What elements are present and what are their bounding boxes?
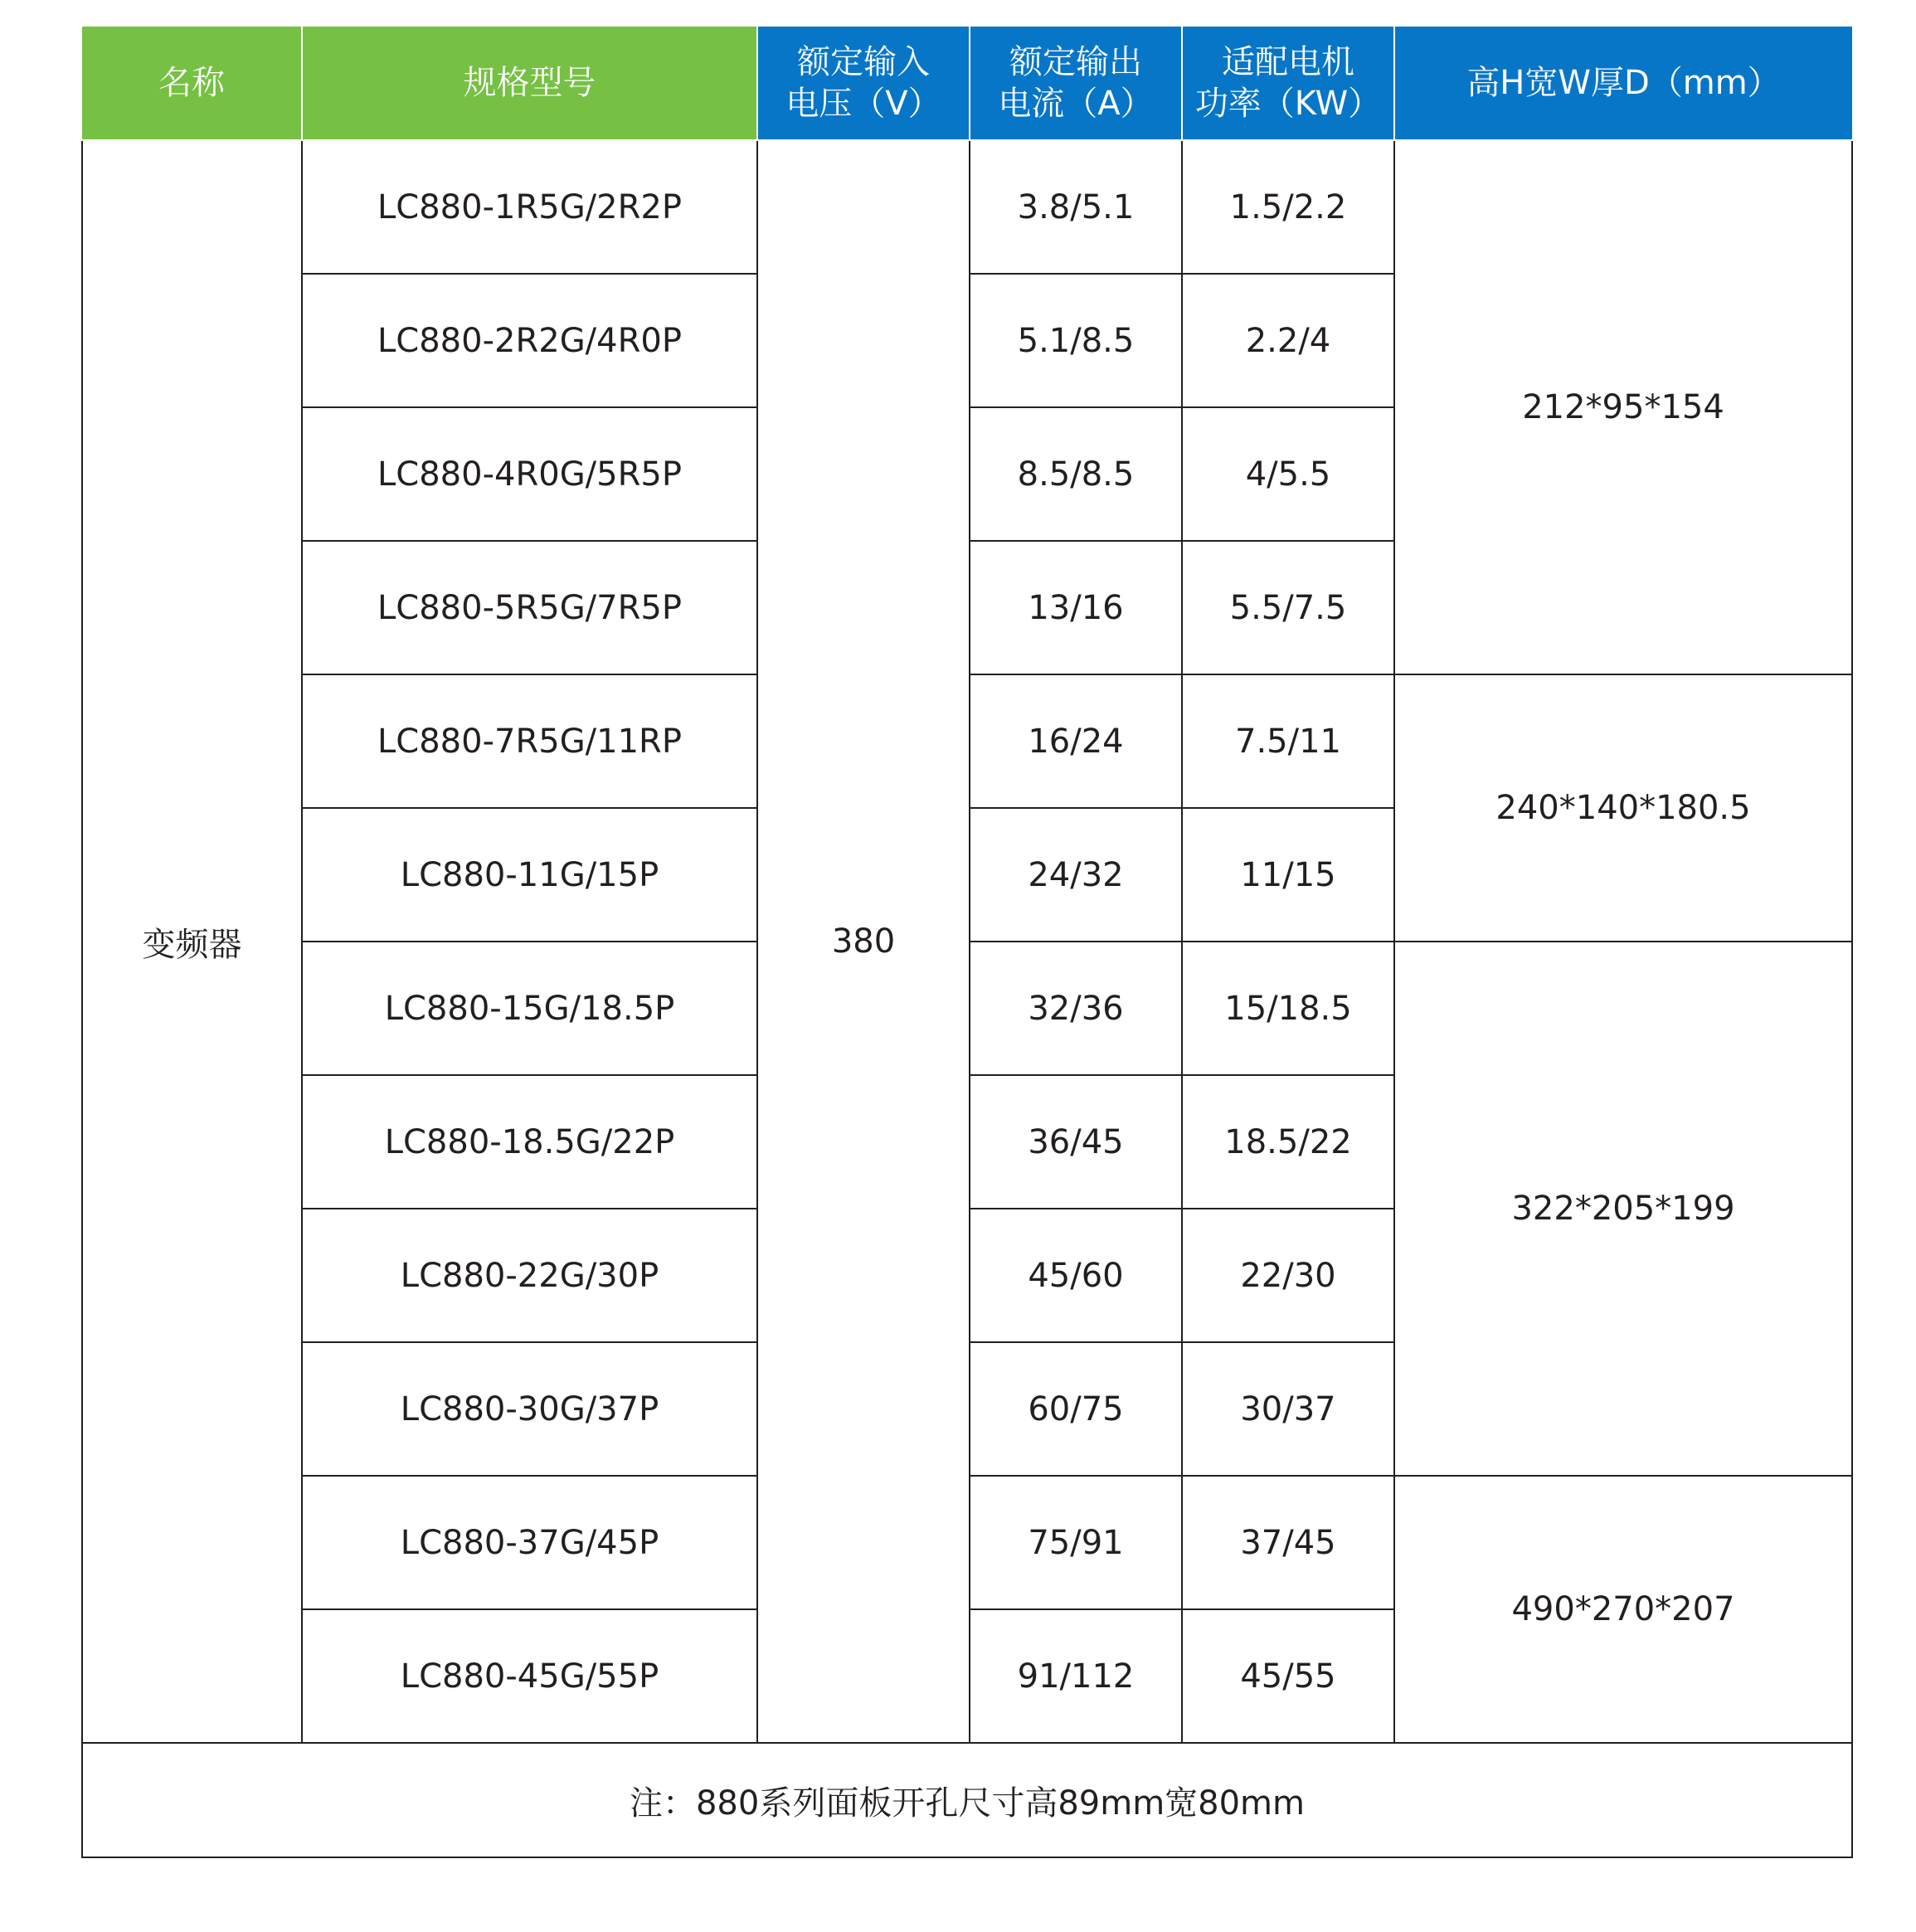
model-cell: LC880-22G/30P	[302, 1209, 757, 1342]
model-cell: LC880-37G/45P	[302, 1476, 757, 1609]
model-cell: LC880-15G/18.5P	[302, 942, 757, 1075]
model-cell: LC880-4R0G/5R5P	[302, 407, 757, 541]
current-cell: 36/45	[970, 1075, 1182, 1209]
header-motor-power: 适配电机 功率（KW）	[1182, 27, 1394, 140]
dimensions-cell: 322*205*199	[1394, 942, 1852, 1476]
model-cell: LC880-45G/55P	[302, 1609, 757, 1743]
current-cell: 75/91	[970, 1476, 1182, 1609]
current-cell: 60/75	[970, 1342, 1182, 1476]
dimensions-cell: 240*140*180.5	[1394, 674, 1852, 942]
dimensions-cell: 212*95*154	[1394, 140, 1852, 674]
power-cell: 30/37	[1182, 1342, 1394, 1476]
header-model: 规格型号	[302, 27, 757, 140]
note-row	[82, 1743, 1852, 1857]
power-cell: 45/55	[1182, 1609, 1394, 1743]
power-cell: 11/15	[1182, 808, 1394, 942]
current-cell: 3.8/5.1	[970, 140, 1182, 274]
current-cell: 32/36	[970, 942, 1182, 1075]
power-cell: 37/45	[1182, 1476, 1394, 1609]
model-cell: LC880-18.5G/22P	[302, 1075, 757, 1209]
power-cell: 18.5/22	[1182, 1075, 1394, 1209]
header-row	[82, 27, 1852, 140]
spec-table	[81, 27, 1853, 1858]
model-cell: LC880-2R2G/4R0P	[302, 274, 757, 407]
power-cell: 4/5.5	[1182, 407, 1394, 541]
model-cell: LC880-11G/15P	[302, 808, 757, 942]
power-cell: 7.5/11	[1182, 674, 1394, 808]
power-cell: 1.5/2.2	[1182, 140, 1394, 274]
header-name: 名称	[82, 27, 302, 140]
model-cell: LC880-5R5G/7R5P	[302, 541, 757, 674]
table-row	[82, 140, 1852, 274]
model-cell: LC880-7R5G/11RP	[302, 674, 757, 808]
header-dimensions: 高H宽W厚D（mm）	[1394, 27, 1852, 140]
header-output-current: 额定输出 电流（A）	[970, 27, 1182, 140]
model-cell: LC880-30G/37P	[302, 1342, 757, 1476]
current-cell: 5.1/8.5	[970, 274, 1182, 407]
current-cell: 45/60	[970, 1209, 1182, 1342]
header-input-voltage: 额定输入 电压（V）	[757, 27, 970, 140]
current-cell: 8.5/8.5	[970, 407, 1182, 541]
current-cell: 91/112	[970, 1609, 1182, 1743]
power-cell: 15/18.5	[1182, 942, 1394, 1075]
power-cell: 5.5/7.5	[1182, 541, 1394, 674]
panel-cutout-note: 注：880系列面板开孔尺寸高89mm宽80mm	[82, 1743, 1852, 1857]
current-cell: 24/32	[970, 808, 1182, 942]
current-cell: 16/24	[970, 674, 1182, 808]
current-cell: 13/16	[970, 541, 1182, 674]
model-cell: LC880-1R5G/2R2P	[302, 140, 757, 274]
input-voltage-cell: 380	[757, 140, 970, 1743]
power-cell: 2.2/4	[1182, 274, 1394, 407]
product-name-cell: 变频器	[82, 140, 302, 1743]
power-cell: 22/30	[1182, 1209, 1394, 1342]
dimensions-cell: 490*270*207	[1394, 1476, 1852, 1743]
